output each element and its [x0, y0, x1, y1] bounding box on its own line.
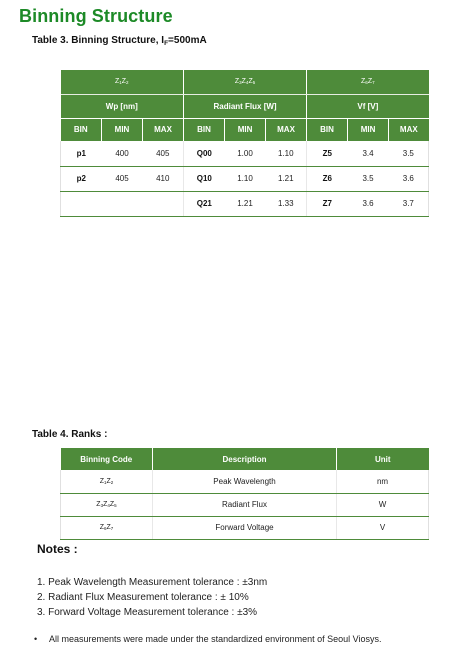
table-row — [61, 470, 429, 493]
table-cell: Z5 — [307, 141, 348, 166]
column-header: MAX — [266, 118, 307, 141]
page-title: Binning Structure — [19, 6, 173, 26]
table-cell — [102, 191, 143, 216]
table-cell: 405 — [143, 141, 184, 166]
table4-caption: Table 4. Ranks : — [32, 429, 108, 440]
group-label-flux: Radiant Flux [W] — [184, 94, 307, 118]
table-cell: 3.6 — [389, 166, 429, 191]
note-item: 2. Radiant Flux Measurement tolerance : ± 10% — [37, 592, 249, 603]
table-cell: 1.10 — [225, 166, 266, 191]
measurement-note-text: All measurements were made under the standardized environment of Seoul Viosys. — [49, 634, 382, 644]
description-cell: Forward Voltage — [153, 516, 337, 539]
table-cell: 400 — [102, 141, 143, 166]
column-header: MIN — [348, 118, 389, 141]
table-cell: 1.00 — [225, 141, 266, 166]
table3-caption-subscript: F — [164, 40, 169, 47]
table-cell: 1.21 — [266, 166, 307, 191]
table3-caption-prefix: Table 3. Binning Structure, I — [32, 35, 165, 46]
binning-code-cell: $Z_6Z_7$ — [61, 516, 153, 539]
table-row — [61, 493, 429, 516]
table3-caption — [32, 35, 207, 47]
notes-list — [37, 575, 267, 620]
table-cell: 3.6 — [348, 191, 389, 216]
notes-heading: Notes : — [37, 542, 78, 556]
note-item: 3. Forward Voltage Measurement tolerance : ±3% — [37, 607, 258, 618]
binning-code-cell: $Z_3Z_4Z_5$ — [61, 493, 153, 516]
column-header: MAX — [389, 118, 429, 141]
description-cell: Peak Wavelength — [153, 470, 337, 493]
group-code-row — [61, 70, 429, 94]
column-header: MIN — [225, 118, 266, 141]
table-cell: 1.21 — [225, 191, 266, 216]
group-label-row — [61, 94, 429, 118]
group-label-voltage: Vf [V] — [307, 94, 429, 118]
table-row — [61, 191, 429, 216]
table-row — [61, 166, 429, 191]
group-code-flux: $Z_3Z_4Z_5$ — [184, 70, 307, 94]
group-code-wavelength: $Z_1Z_2$ — [61, 70, 184, 94]
table-cell: 405 — [102, 166, 143, 191]
column-header: Binning Code — [61, 448, 153, 470]
table-cell: 3.4 — [348, 141, 389, 166]
column-header: BIN — [61, 118, 102, 141]
description-cell: Radiant Flux — [153, 493, 337, 516]
table-cell: 410 — [143, 166, 184, 191]
measurement-note — [34, 634, 382, 644]
unit-cell: W — [337, 493, 429, 516]
unit-cell: nm — [337, 470, 429, 493]
table-cell: p1 — [61, 141, 102, 166]
binning-code-cell: $Z_1Z_2$ — [61, 470, 153, 493]
table-cell: 1.10 — [266, 141, 307, 166]
binning-structure-table — [60, 70, 429, 217]
column-header: Description — [153, 448, 337, 470]
table-cell: Q10 — [184, 166, 225, 191]
table-row — [61, 516, 429, 539]
note-item: 1. Peak Wavelength Measurement tolerance : ±3nm — [37, 577, 268, 588]
table-cell: Q00 — [184, 141, 225, 166]
column-header: MIN — [102, 118, 143, 141]
table-cell: 3.5 — [389, 141, 429, 166]
table-cell: 3.5 — [348, 166, 389, 191]
column-header: BIN — [307, 118, 348, 141]
table-cell — [61, 191, 102, 216]
table-cell: Z7 — [307, 191, 348, 216]
column-header: BIN — [184, 118, 225, 141]
bullet-icon: • — [34, 634, 38, 644]
ranks-table — [60, 448, 429, 540]
column-header: Unit — [337, 448, 429, 470]
unit-cell: V — [337, 516, 429, 539]
column-header-row — [61, 118, 429, 141]
table-row — [61, 141, 429, 166]
table-cell: p2 — [61, 166, 102, 191]
table-cell: 1.33 — [266, 191, 307, 216]
table-cell — [143, 191, 184, 216]
table3-caption-suffix: =500mA — [168, 35, 207, 46]
table-cell: Z6 — [307, 166, 348, 191]
column-header: MAX — [143, 118, 184, 141]
ranks-header-row — [61, 448, 429, 470]
group-code-voltage: $Z_6Z_7$ — [307, 70, 429, 94]
group-label-wavelength: Wp [nm] — [61, 94, 184, 118]
table-cell: Q21 — [184, 191, 225, 216]
table-cell: 3.7 — [389, 191, 429, 216]
